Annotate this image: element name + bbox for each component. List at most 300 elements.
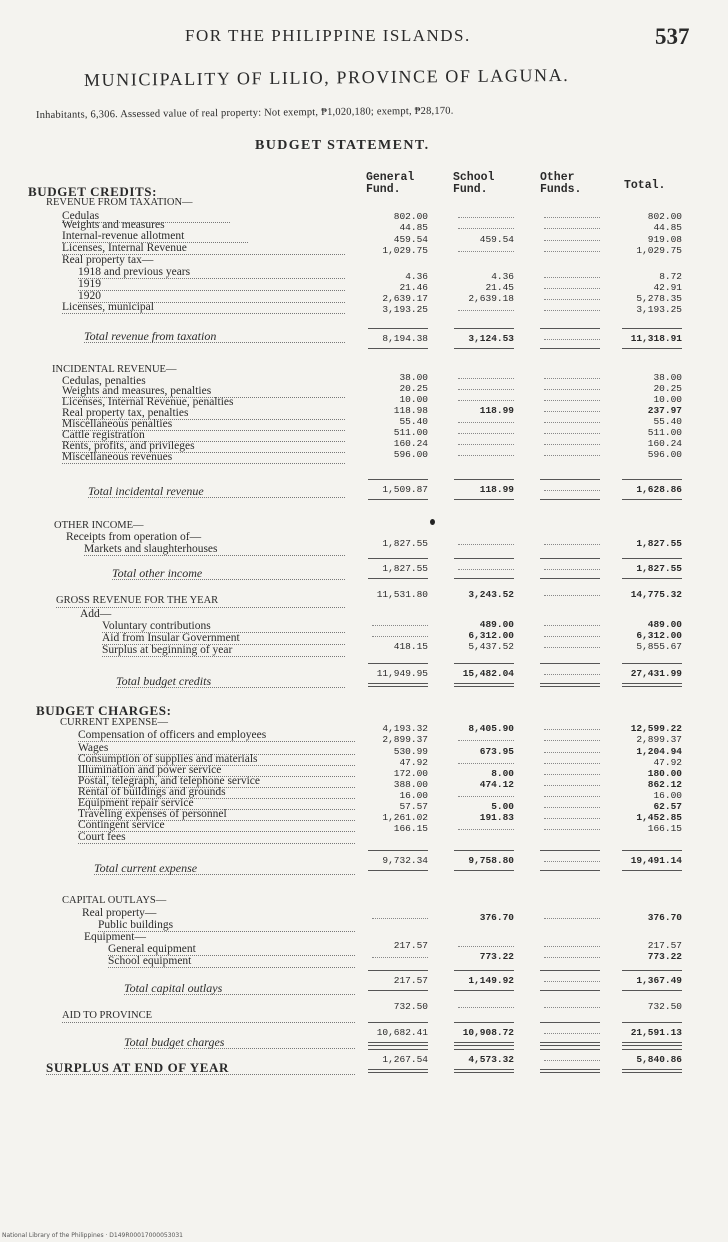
rule-above-total-capital-g: [368, 970, 428, 971]
rule-above-total-charges-g: [368, 1022, 428, 1023]
row-label-revenue-taxation: REVENUE FROM TAXATION—: [46, 197, 193, 208]
cell-cattle-g: 511.00: [393, 427, 428, 438]
empty-cell-aid-province-o: [544, 1007, 600, 1008]
row-label-school-equip: School equipment: [108, 955, 355, 968]
cell-surplus-begin-s: 5,437.52: [468, 641, 514, 652]
cell-cattle-t: 511.00: [647, 427, 682, 438]
empty-cell-cattle-s: [458, 433, 514, 434]
rule-below-total-other-t: [622, 578, 682, 579]
cell-y1919-g: 21.46: [399, 282, 428, 293]
cell-wages-t: 2,899.37: [636, 734, 682, 745]
empty-cell-postal-o: [544, 774, 600, 775]
rule-below-surplus-end-s: [454, 1069, 514, 1070]
cell-rents-g: 160.24: [393, 438, 428, 449]
empty-cell-court-s: [458, 829, 514, 830]
double-rule-surplus-end-g: [368, 1072, 428, 1073]
empty-cell-wm-pen-s: [458, 389, 514, 390]
empty-cell-irt-o: [544, 240, 600, 241]
cell-gen-equip-t: 217.57: [647, 940, 682, 951]
row-label-total-other: Total other income: [112, 567, 345, 580]
rule-below-surplus-end-o: [540, 1069, 600, 1070]
row-label-voluntary: Voluntary contributions: [102, 620, 345, 633]
double-rule-total-charges-t: [622, 1045, 682, 1046]
empty-cell-gen-equip-s: [458, 946, 514, 947]
rule-above-total-other-o: [540, 558, 600, 559]
row-label-total-credits: Total budget credits: [116, 675, 345, 688]
empty-cell-school-equip-o: [544, 957, 600, 958]
cell-total-credits-s: 15,482.04: [462, 668, 514, 679]
rule-above-total-charges-o: [540, 1022, 600, 1023]
col-header-other-line1: Other: [540, 171, 575, 184]
empty-cell-misc-rev-s: [458, 455, 514, 456]
row-label-lic-ir: Licenses, Internal Revenue: [62, 242, 345, 255]
scan-footer: National Library of the Philippines · D149R00017000053031: [2, 1232, 183, 1239]
cell-aid-province-g: 732.50: [393, 1001, 428, 1012]
rule-below-total-tax-g: [368, 348, 428, 349]
row-label-cedulas: Cedulas: [62, 210, 230, 223]
row-label-other-income: OTHER INCOME—: [54, 520, 144, 531]
rule-above-total-inc-s: [454, 479, 514, 480]
rule-above-total-capital-t: [622, 970, 682, 971]
cell-surplus-begin-t: 5,855.67: [636, 641, 682, 652]
rule-below-total-inc-t: [622, 499, 682, 500]
cell-wages-g: 2,899.37: [382, 734, 428, 745]
empty-cell-total-credits-o: [544, 674, 600, 675]
cell-contingent-s: 191.83: [479, 812, 514, 823]
cell-illum-g: 47.92: [399, 757, 428, 768]
cell-total-current-t: 19,491.14: [630, 855, 682, 866]
row-label-aid-insular: Aid from Insular Government: [102, 632, 345, 645]
double-rule-total-credits-t: [622, 686, 682, 687]
cell-total-other-g: 1,827.55: [382, 563, 428, 574]
cell-total-tax-g: 8,194.38: [382, 333, 428, 344]
cell-gross-t: 14,775.32: [630, 589, 682, 600]
rule-below-total-charges-t: [622, 1042, 682, 1043]
empty-cell-lic-ir-s: [458, 251, 514, 252]
cell-cedulas-t: 802.00: [647, 211, 682, 222]
empty-cell-ced-pen-o: [544, 378, 600, 379]
page-number: 537: [655, 24, 690, 49]
rule-below-total-current-s: [454, 870, 514, 871]
empty-cell-y1920-o: [544, 299, 600, 300]
cell-y1918-t: 8.72: [659, 271, 682, 282]
col-header-total: [624, 180, 684, 210]
col-header-general-line2: Fund.: [366, 183, 401, 196]
cell-rental-g: 388.00: [393, 779, 428, 790]
cell-travel-s: 5.00: [491, 801, 514, 812]
cell-wm-pen-t: 20.25: [653, 383, 682, 394]
rule-above-total-tax-g: [368, 328, 428, 329]
rule-below-total-credits-o: [540, 683, 600, 684]
empty-cell-total-other-o: [544, 569, 600, 570]
row-label-lic-pen: Licenses, Internal Revenue, penalties: [62, 396, 234, 408]
row-label-supplies: Consumption of supplies and materials: [78, 753, 355, 766]
rule-above-total-tax-t: [622, 328, 682, 329]
rule-above-total-inc-g: [368, 479, 428, 480]
rule-above-total-tax-s: [454, 328, 514, 329]
empty-cell-y1919-o: [544, 288, 600, 289]
rule-below-total-current-g: [368, 870, 428, 871]
rule-below-total-tax-s: [454, 348, 514, 349]
cell-voluntary-t: 489.00: [647, 619, 682, 630]
cell-supplies-g: 530.99: [393, 746, 428, 757]
col-header-school-line2: Fund.: [453, 183, 488, 196]
cell-weights-t: 44.85: [653, 222, 682, 233]
rule-below-total-charges-g: [368, 1042, 428, 1043]
cell-markets-g: 1,827.55: [382, 538, 428, 549]
empty-cell-gen-equip-o: [544, 946, 600, 947]
empty-cell-weights-s: [458, 228, 514, 229]
cell-aid-province-t: 732.50: [647, 1001, 682, 1012]
row-label-rp-pen: Real property tax, penalties: [62, 407, 345, 420]
cell-aid-insular-s: 6,312.00: [468, 630, 514, 641]
rule-below-surplus-end-t: [622, 1069, 682, 1070]
empty-cell-total-tax-o: [544, 339, 600, 340]
cell-ced-pen-t: 38.00: [653, 372, 682, 383]
rule-above-total-other-t: [622, 558, 682, 559]
row-label-equipment: Equipment—: [84, 931, 146, 943]
cell-equip-repair-g: 16.00: [399, 790, 428, 801]
empty-cell-court-o: [544, 829, 600, 830]
cell-total-current-s: 9,758.80: [468, 855, 514, 866]
rule-below-total-credits-s: [454, 683, 514, 684]
empty-cell-lic-muni-s: [458, 310, 514, 311]
row-label-court: Court fees: [78, 831, 355, 844]
rule-above-total-charges-s: [454, 1022, 514, 1023]
rule-below-total-tax-t: [622, 348, 682, 349]
rule-below-surplus-end-g: [368, 1069, 428, 1070]
cell-aid-insular-t: 6,312.00: [636, 630, 682, 641]
row-label-incidental: INCIDENTAL REVENUE—: [52, 364, 177, 375]
empty-cell-cedulas-o: [544, 217, 600, 218]
cell-total-tax-s: 3,124.53: [468, 333, 514, 344]
row-label-wages: Wages: [78, 742, 355, 755]
rule-above-total-credits-s: [454, 663, 514, 664]
row-label-total-tax: Total revenue from taxation: [84, 330, 345, 343]
row-label-contingent: Contingent service: [78, 819, 355, 832]
cell-irt-s: 459.54: [479, 234, 514, 245]
row-label-current: CURRENT EXPENSE—: [60, 717, 169, 728]
empty-cell-illum-o: [544, 763, 600, 764]
cell-cedulas-g: 802.00: [393, 211, 428, 222]
cell-misc-pen-t: 55.40: [653, 416, 682, 427]
row-label-gen-equip: General equipment: [108, 943, 355, 956]
row-label-real-tax: Real property tax—: [62, 254, 154, 266]
empty-cell-markets-o: [544, 544, 600, 545]
empty-cell-misc-rev-o: [544, 455, 600, 456]
cell-lic-muni-t: 3,193.25: [636, 304, 682, 315]
col-header-other-line2: Funds.: [540, 183, 582, 196]
rule-below-total-inc-g: [368, 499, 428, 500]
cell-total-capital-t: 1,367.49: [636, 975, 682, 986]
row-label-total-inc: Total incidental revenue: [88, 485, 345, 498]
rule-below-total-inc-o: [540, 499, 600, 500]
row-label-surplus-end: SURPLUS AT END OF YEAR: [46, 1062, 355, 1075]
cell-surplus-end-t: 5,840.86: [636, 1054, 682, 1065]
rule-above-total-capital-o: [540, 970, 600, 971]
rule-below-total-other-s: [454, 578, 514, 579]
row-label-markets: Markets and slaughterhouses: [84, 543, 345, 556]
double-rule-surplus-end-s: [454, 1072, 514, 1073]
rule-below-total-capital-t: [622, 990, 682, 991]
cell-total-inc-s: 118.99: [479, 484, 514, 495]
empty-cell-voluntary-o: [544, 625, 600, 626]
row-label-rents: Rents, profits, and privileges: [62, 440, 345, 453]
empty-cell-rental-o: [544, 785, 600, 786]
empty-cell-illum-s: [458, 763, 514, 764]
empty-cell-total-capital-o: [544, 981, 600, 982]
empty-cell-school-equip-g: [372, 957, 428, 958]
row-label-aid-province: AID TO PROVINCE: [62, 1010, 355, 1023]
empty-cell-public-bldg-g: [372, 918, 428, 919]
cell-wm-pen-g: 20.25: [399, 383, 428, 394]
cell-comp-g: 4,193.32: [382, 723, 428, 734]
double-rule-total-charges-g: [368, 1045, 428, 1046]
row-label-surplus-begin: Surplus at beginning of year: [102, 644, 345, 657]
rule-below-total-other-g: [368, 578, 428, 579]
row-label-y1919: 1919: [78, 278, 345, 291]
cell-comp-t: 12,599.22: [630, 723, 682, 734]
cell-y1920-s: 2,639.18: [468, 293, 514, 304]
row-label-wm-pen: Weights and measures, penalties: [62, 385, 345, 398]
cell-voluntary-s: 489.00: [479, 619, 514, 630]
rule-below-total-credits-g: [368, 683, 428, 684]
rule-above-surplus-end-o: [540, 1049, 600, 1050]
row-label-ced-pen: Cedulas, penalties: [62, 375, 146, 387]
col-header-general: [366, 172, 426, 202]
cell-y1918-s: 4.36: [491, 271, 514, 282]
col-header-general-line1: General: [366, 171, 415, 184]
row-label-total-capital: Total capital outlays: [124, 982, 355, 995]
rule-above-surplus-end-s: [454, 1049, 514, 1050]
cell-surplus-end-g: 1,267.54: [382, 1054, 428, 1065]
statement-title: BUDGET STATEMENT.: [255, 138, 430, 153]
empty-cell-markets-s: [458, 544, 514, 545]
rule-below-total-current-o: [540, 870, 600, 871]
row-label-public-bldg: Public buildings: [98, 919, 355, 932]
rule-above-total-credits-g: [368, 663, 428, 664]
cell-total-charges-g: 10,682.41: [376, 1027, 428, 1038]
empty-cell-lic-pen-o: [544, 400, 600, 401]
empty-cell-aid-insular-o: [544, 636, 600, 637]
running-title: FOR THE PHILIPPINE ISLANDS.: [185, 26, 471, 45]
row-label-misc-pen: Miscellaneous penalties: [62, 418, 345, 431]
cell-total-tax-t: 11,318.91: [630, 333, 682, 344]
cell-lic-ir-t: 1,029.75: [636, 245, 682, 256]
rule-above-total-tax-o: [540, 328, 600, 329]
empty-cell-equip-repair-s: [458, 796, 514, 797]
empty-cell-lic-pen-s: [458, 400, 514, 401]
empty-cell-ced-pen-s: [458, 378, 514, 379]
empty-cell-cattle-o: [544, 433, 600, 434]
empty-cell-weights-o: [544, 228, 600, 229]
cell-irt-g: 459.54: [393, 234, 428, 245]
row-label-total-charges: Total budget charges: [124, 1036, 355, 1049]
rule-above-total-current-s: [454, 850, 514, 851]
cell-total-credits-t: 27,431.99: [630, 668, 682, 679]
empty-cell-voluntary-g: [372, 625, 428, 626]
empty-cell-aid-province-s: [458, 1007, 514, 1008]
rule-above-total-current-o: [540, 850, 600, 851]
empty-cell-surplus-begin-o: [544, 647, 600, 648]
empty-cell-supplies-o: [544, 752, 600, 753]
cell-travel-t: 62.57: [653, 801, 682, 812]
empty-cell-total-current-o: [544, 861, 600, 862]
empty-cell-travel-o: [544, 807, 600, 808]
rule-above-total-credits-t: [622, 663, 682, 664]
row-label-irt: Internal-revenue allotment: [62, 230, 248, 243]
empty-cell-y1918-o: [544, 277, 600, 278]
cell-postal-s: 8.00: [491, 768, 514, 779]
cell-contingent-g: 1,261.02: [382, 812, 428, 823]
empty-cell-misc-pen-s: [458, 422, 514, 423]
empty-cell-total-charges-o: [544, 1033, 600, 1034]
double-rule-surplus-end-t: [622, 1072, 682, 1073]
cell-public-bldg-s: 376.70: [479, 912, 514, 923]
rule-above-total-other-g: [368, 558, 428, 559]
cell-rp-pen-s: 118.99: [479, 405, 514, 416]
cell-postal-g: 172.00: [393, 768, 428, 779]
cell-school-equip-s: 773.22: [479, 951, 514, 962]
cell-lic-muni-g: 3,193.25: [382, 304, 428, 315]
rule-above-total-capital-s: [454, 970, 514, 971]
cell-lic-pen-g: 10.00: [399, 394, 428, 405]
empty-cell-misc-pen-o: [544, 422, 600, 423]
rule-above-total-inc-o: [540, 479, 600, 480]
cell-total-inc-t: 1,628.86: [636, 484, 682, 495]
rule-below-total-credits-t: [622, 683, 682, 684]
row-label-receipts: Receipts from operation of—: [66, 531, 202, 543]
cell-y1918-g: 4.36: [405, 271, 428, 282]
row-label-comp: Compensation of officers and employees: [78, 729, 355, 742]
cell-misc-rev-t: 596.00: [647, 449, 682, 460]
row-label-weights: Weights and measures: [62, 219, 165, 231]
cell-lic-ir-g: 1,029.75: [382, 245, 428, 256]
double-rule-total-credits-o: [540, 686, 600, 687]
cell-total-other-t: 1,827.55: [636, 563, 682, 574]
cell-irt-t: 919.08: [647, 234, 682, 245]
cell-comp-s: 8,405.90: [468, 723, 514, 734]
rule-below-total-current-t: [622, 870, 682, 871]
row-label-illum: Illumination and power service: [78, 764, 355, 777]
municipality-heading: MUNICIPALITY OF LILIO, PROVINCE OF LAGUNA.: [83, 64, 570, 90]
row-label-budget-charges: BUDGET CHARGES:: [36, 703, 172, 718]
cell-rental-s: 474.12: [479, 779, 514, 790]
empty-cell-contingent-o: [544, 818, 600, 819]
cell-misc-pen-g: 55.40: [399, 416, 428, 427]
row-label-equip-repair: Equipment repair service: [78, 797, 355, 810]
row-label-budget-credits: BUDGET CREDITS:: [28, 184, 158, 199]
cell-school-equip-t: 773.22: [647, 951, 682, 962]
rule-below-total-capital-s: [454, 990, 514, 991]
rule-above-surplus-end-g: [368, 1049, 428, 1050]
cell-rental-t: 862.12: [647, 779, 682, 790]
cell-supplies-t: 1,204.94: [636, 746, 682, 757]
rule-below-total-charges-o: [540, 1042, 600, 1043]
rule-above-total-current-g: [368, 850, 428, 851]
cell-surplus-end-s: 4,573.32: [468, 1054, 514, 1065]
cell-rp-pen-t: 237.97: [647, 405, 682, 416]
empty-cell-public-bldg-o: [544, 918, 600, 919]
empty-cell-surplus-end-o: [544, 1060, 600, 1061]
cell-public-bldg-t: 376.70: [647, 912, 682, 923]
double-rule-total-charges-s: [454, 1045, 514, 1046]
row-label-add: Add—: [80, 608, 112, 620]
rule-below-total-tax-o: [540, 348, 600, 349]
rule-above-total-current-t: [622, 850, 682, 851]
empty-cell-total-other-s: [458, 569, 514, 570]
col-header-total-line1: Total.: [624, 179, 666, 192]
cell-y1919-s: 21.45: [485, 282, 514, 293]
cell-illum-t: 47.92: [653, 757, 682, 768]
col-header-school: [453, 172, 513, 202]
empty-cell-rents-s: [458, 444, 514, 445]
empty-cell-equip-repair-o: [544, 796, 600, 797]
row-label-lic-muni: Licenses, municipal: [62, 301, 345, 314]
row-label-misc-rev: Miscellaneous revenues: [62, 451, 345, 464]
empty-cell-lic-ir-o: [544, 251, 600, 252]
col-header-other: [540, 172, 600, 202]
cell-equip-repair-t: 16.00: [653, 790, 682, 801]
cell-rp-pen-g: 118.98: [393, 405, 428, 416]
row-label-cattle: Cattle registration: [62, 429, 345, 442]
cell-total-capital-s: 1,149.92: [468, 975, 514, 986]
rule-above-total-inc-t: [622, 479, 682, 480]
rule-below-total-charges-s: [454, 1042, 514, 1043]
rule-below-total-inc-s: [454, 499, 514, 500]
running-header: [0, 24, 728, 50]
cell-total-inc-g: 1,509.87: [382, 484, 428, 495]
cell-court-t: 166.15: [647, 823, 682, 834]
cell-markets-t: 1,827.55: [636, 538, 682, 549]
row-label-gross: GROSS REVENUE FOR THE YEAR: [56, 595, 345, 608]
cell-misc-rev-g: 596.00: [393, 449, 428, 460]
cell-surplus-begin-g: 418.15: [393, 641, 428, 652]
cell-court-g: 166.15: [393, 823, 428, 834]
row-label-total-current: Total current expense: [94, 862, 355, 875]
cell-y1920-g: 2,639.17: [382, 293, 428, 304]
cell-ced-pen-g: 38.00: [399, 372, 428, 383]
empty-cell-gross-o: [544, 595, 600, 596]
row-label-y1920: 1920: [78, 290, 345, 303]
empty-cell-cedulas-s: [458, 217, 514, 218]
cell-total-current-g: 9,732.34: [382, 855, 428, 866]
empty-cell-lic-muni-o: [544, 310, 600, 311]
row-label-rental: Rental of buildings and grounds: [78, 786, 355, 799]
row-label-postal: Postal, telegraph, and telephone service: [78, 775, 355, 788]
row-label-travel: Traveling expenses of personnel: [78, 808, 355, 821]
empty-cell-comp-o: [544, 729, 600, 730]
empty-cell-aid-insular-g: [372, 636, 428, 637]
empty-cell-total-inc-o: [544, 490, 600, 491]
cell-total-charges-s: 10,908.72: [462, 1027, 514, 1038]
double-rule-surplus-end-o: [540, 1072, 600, 1073]
row-label-real-prop: Real property—: [82, 907, 157, 919]
rule-below-total-other-o: [540, 578, 600, 579]
rule-below-total-capital-g: [368, 990, 428, 991]
rule-above-total-credits-o: [540, 663, 600, 664]
empty-cell-wages-o: [544, 740, 600, 741]
cell-contingent-t: 1,452.85: [636, 812, 682, 823]
ink-spot: [430, 519, 435, 525]
cell-y1920-t: 5,278.35: [636, 293, 682, 304]
rule-above-surplus-end-t: [622, 1049, 682, 1050]
empty-cell-rp-pen-o: [544, 411, 600, 412]
row-label-y1918: 1918 and previous years: [78, 266, 345, 279]
rule-below-total-capital-o: [540, 990, 600, 991]
cell-y1919-t: 42.91: [653, 282, 682, 293]
cell-weights-g: 44.85: [399, 222, 428, 233]
